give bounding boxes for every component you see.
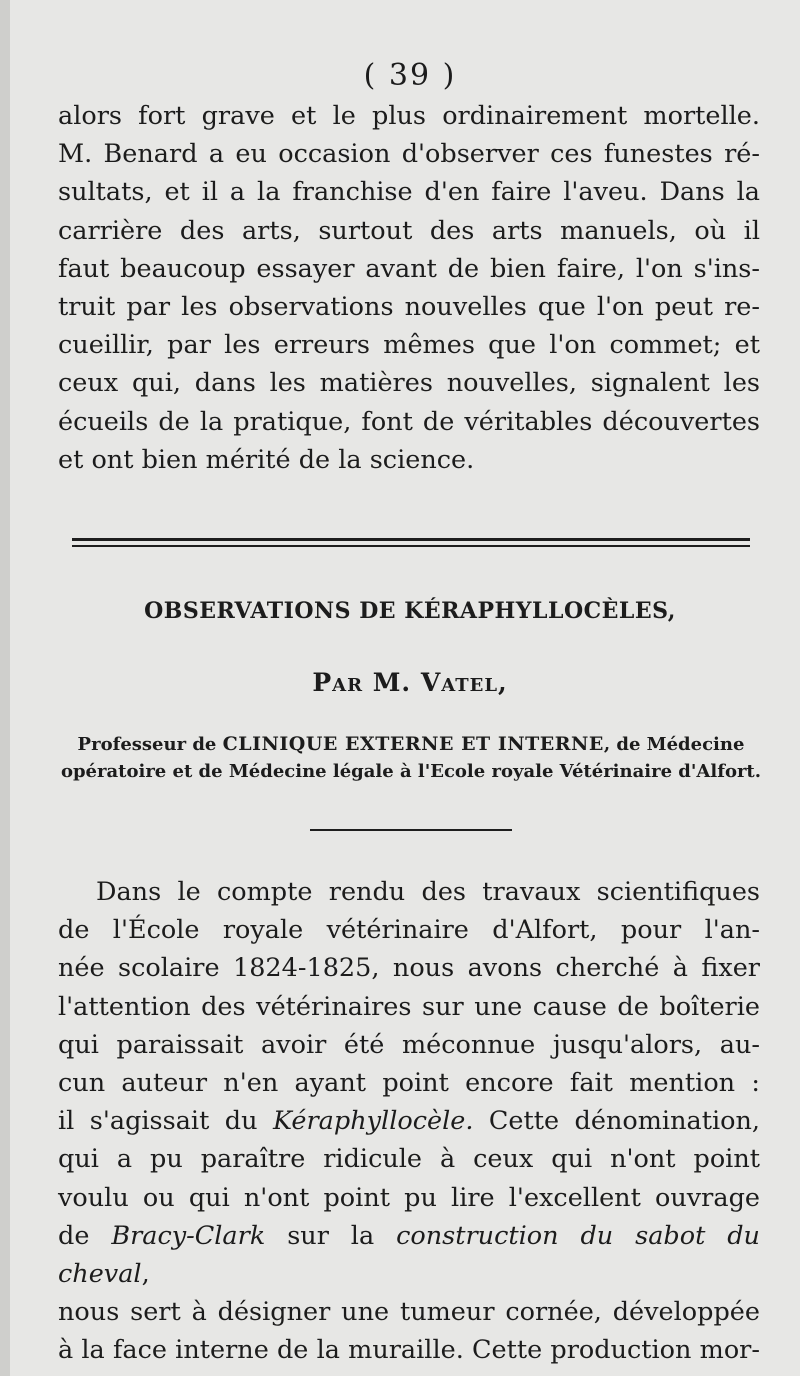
affiliation-caps: CLINIQUE EXTERNE ET INTERNE	[222, 733, 604, 755]
affiliation-text: Professeur de	[77, 734, 223, 755]
italic-title: construction du sabot du cheval	[58, 1220, 760, 1290]
text-line: voulu ou qui n'ont point pu lire l'excellent ouvrage	[58, 1182, 760, 1213]
affiliation-line: opératoire et de Médecine légale à l'Ecole royale Vétérinaire d'Alfort.	[60, 761, 762, 782]
text-line: née scolaire 1824-1825, nous avons cherché à fixer	[58, 953, 760, 984]
intro-paragraph	[58, 97, 760, 479]
page-number: ( 39 )	[363, 58, 457, 93]
text-run: de	[58, 1220, 112, 1251]
text-line: écueils de la pratique, font de véritables découvertes	[58, 406, 760, 437]
text-line: et ont bien mérité de la science.	[58, 444, 475, 475]
text-run: Cette dénomination,	[473, 1106, 760, 1137]
italic-term: Kéraphyllocèle.	[273, 1106, 474, 1137]
text-line: nous sert à désigner une tumeur cornée, développée	[58, 1297, 760, 1328]
text-line: ceux qui, dans les matières nouvelles, signalent les	[58, 368, 760, 399]
text-line: cun auteur n'en ayant point encore fait mention :	[58, 1068, 760, 1099]
text-line: de l'École royale vétérinaire d'Alfort, pour l'an-	[58, 915, 760, 946]
affiliation-line	[58, 731, 764, 758]
text-line	[58, 1102, 760, 1140]
text-line: carrière des arts, surtout des arts manuels, où il	[58, 215, 760, 246]
short-divider	[310, 829, 512, 831]
main-paragraph	[58, 873, 760, 1370]
text-line: sultats, et il a la franchise d'en faire l'aveu. Dans la	[58, 177, 760, 208]
text-line	[58, 1217, 760, 1293]
author-byline: Par M. Vatel,	[312, 668, 508, 697]
affiliation-text: , de Médecine	[603, 734, 745, 755]
text-line: qui a pu paraître ridicule à ceux qui n'ont point	[58, 1144, 760, 1175]
italic-author: Bracy-Clark	[111, 1220, 266, 1251]
text-line: à la face interne de la muraille. Cette production mor-	[58, 1335, 760, 1366]
text-line: cueillir, par les erreurs mêmes que l'on commet; et	[58, 330, 760, 361]
text-line: truit par les observations nouvelles que l'on peut re-	[58, 292, 760, 323]
author-affiliation	[58, 731, 764, 785]
section-divider	[72, 538, 750, 547]
text-line: qui paraissait avoir été méconnue jusqu'alors, au-	[58, 1029, 760, 1060]
text-line: alors fort grave et le plus ordinairement mortelle.	[58, 101, 760, 131]
text-run: ,	[141, 1259, 150, 1290]
text-line: Dans le compte rendu des travaux scientifiques	[96, 877, 760, 907]
text-run: sur la	[265, 1220, 397, 1251]
text-line: l'attention des vétérinaires sur une cause de boîterie	[58, 991, 760, 1022]
text-run: il s'agissait du	[58, 1106, 274, 1137]
text-line: M. Benard a eu occasion d'observer ces funestes ré-	[58, 139, 760, 170]
text-line: faut beaucoup essayer avant de bien faire, l'on s'ins-	[58, 253, 760, 284]
section-heading: OBSERVATIONS DE KÉRAPHYLLOCÈLES,	[144, 598, 676, 624]
